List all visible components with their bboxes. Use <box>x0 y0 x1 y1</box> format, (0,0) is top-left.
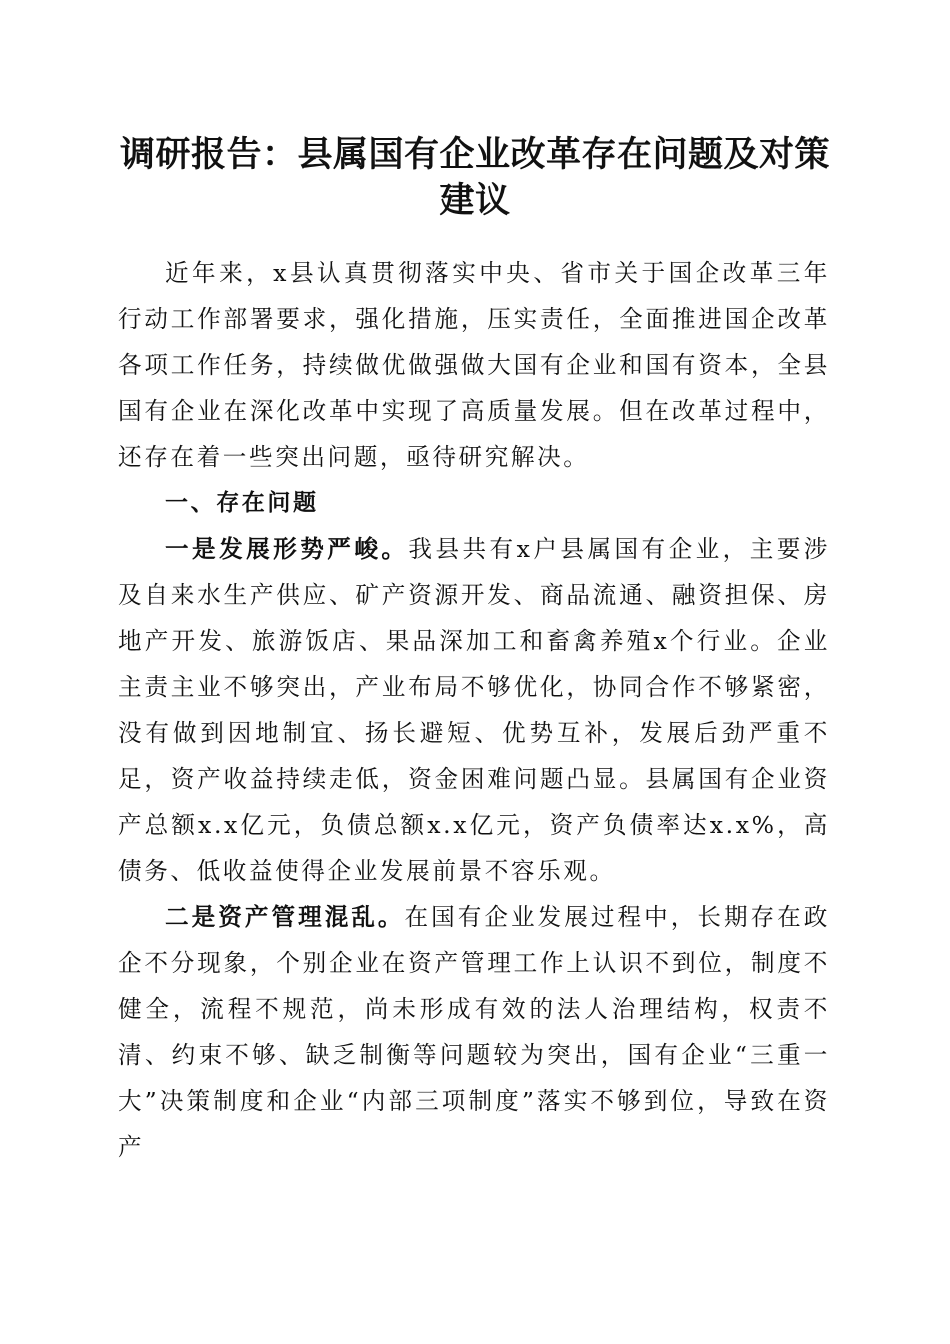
problem-item-1-lead: 一是发展形势严峻。 <box>165 535 409 563</box>
problem-item-2-text: 在国有企业发展过程中，长期存在政企不分现象，个别企业在资产管理工作上认识不到位，制度不健全，流程不规范，尚未形成有效的法人治理结构，权责不清、约束不够、缺乏制衡等问题较为突出，国有企业“三重一大”决策制度和企业“内部三项制度”落实不够到位，导致在资产 <box>118 903 830 1161</box>
problem-item-1 <box>118 526 830 894</box>
problem-item-1-text: 我县共有x户县属国有企业，主要涉及自来水生产供应、矿产资源开发、商品流通、融资担保、房地产开发、旅游饭店、果品深加工和畜禽养殖x个行业。企业主责主业不够突出，产业布局不够优化，协同合作不够紧密，没有做到因地制宜、扬长避短、优势互补，发展后劲严重不足，资产收益持续走低，资金困难问题凸显。县属国有企业资产总额x.x亿元，负债总额x.x亿元，资产负债率达x.x%，高债务、低收益使得企业发展前景不容乐观。 <box>118 535 831 885</box>
problem-item-2-lead: 二是资产管理混乱。 <box>165 903 405 931</box>
problem-item-2 <box>118 894 830 1170</box>
document-body <box>118 250 830 1170</box>
section-heading-problems: 一、存在问题 <box>165 490 319 516</box>
intro-paragraph: 近年来，x县认真贯彻落实中央、省市关于国企改革三年行动工作部署要求，强化措施，压实责任，全面推进国企改革各项工作任务，持续做优做强做大国有企业和国有资本，全县国有企业在深化改革中实现了高质量发展。但在改革过程中，还存在着一些突出问题，亟待研究解决。 <box>118 259 830 471</box>
document-title: 调研报告：县属国有企业改革存在问题及对策建议 <box>119 135 830 221</box>
